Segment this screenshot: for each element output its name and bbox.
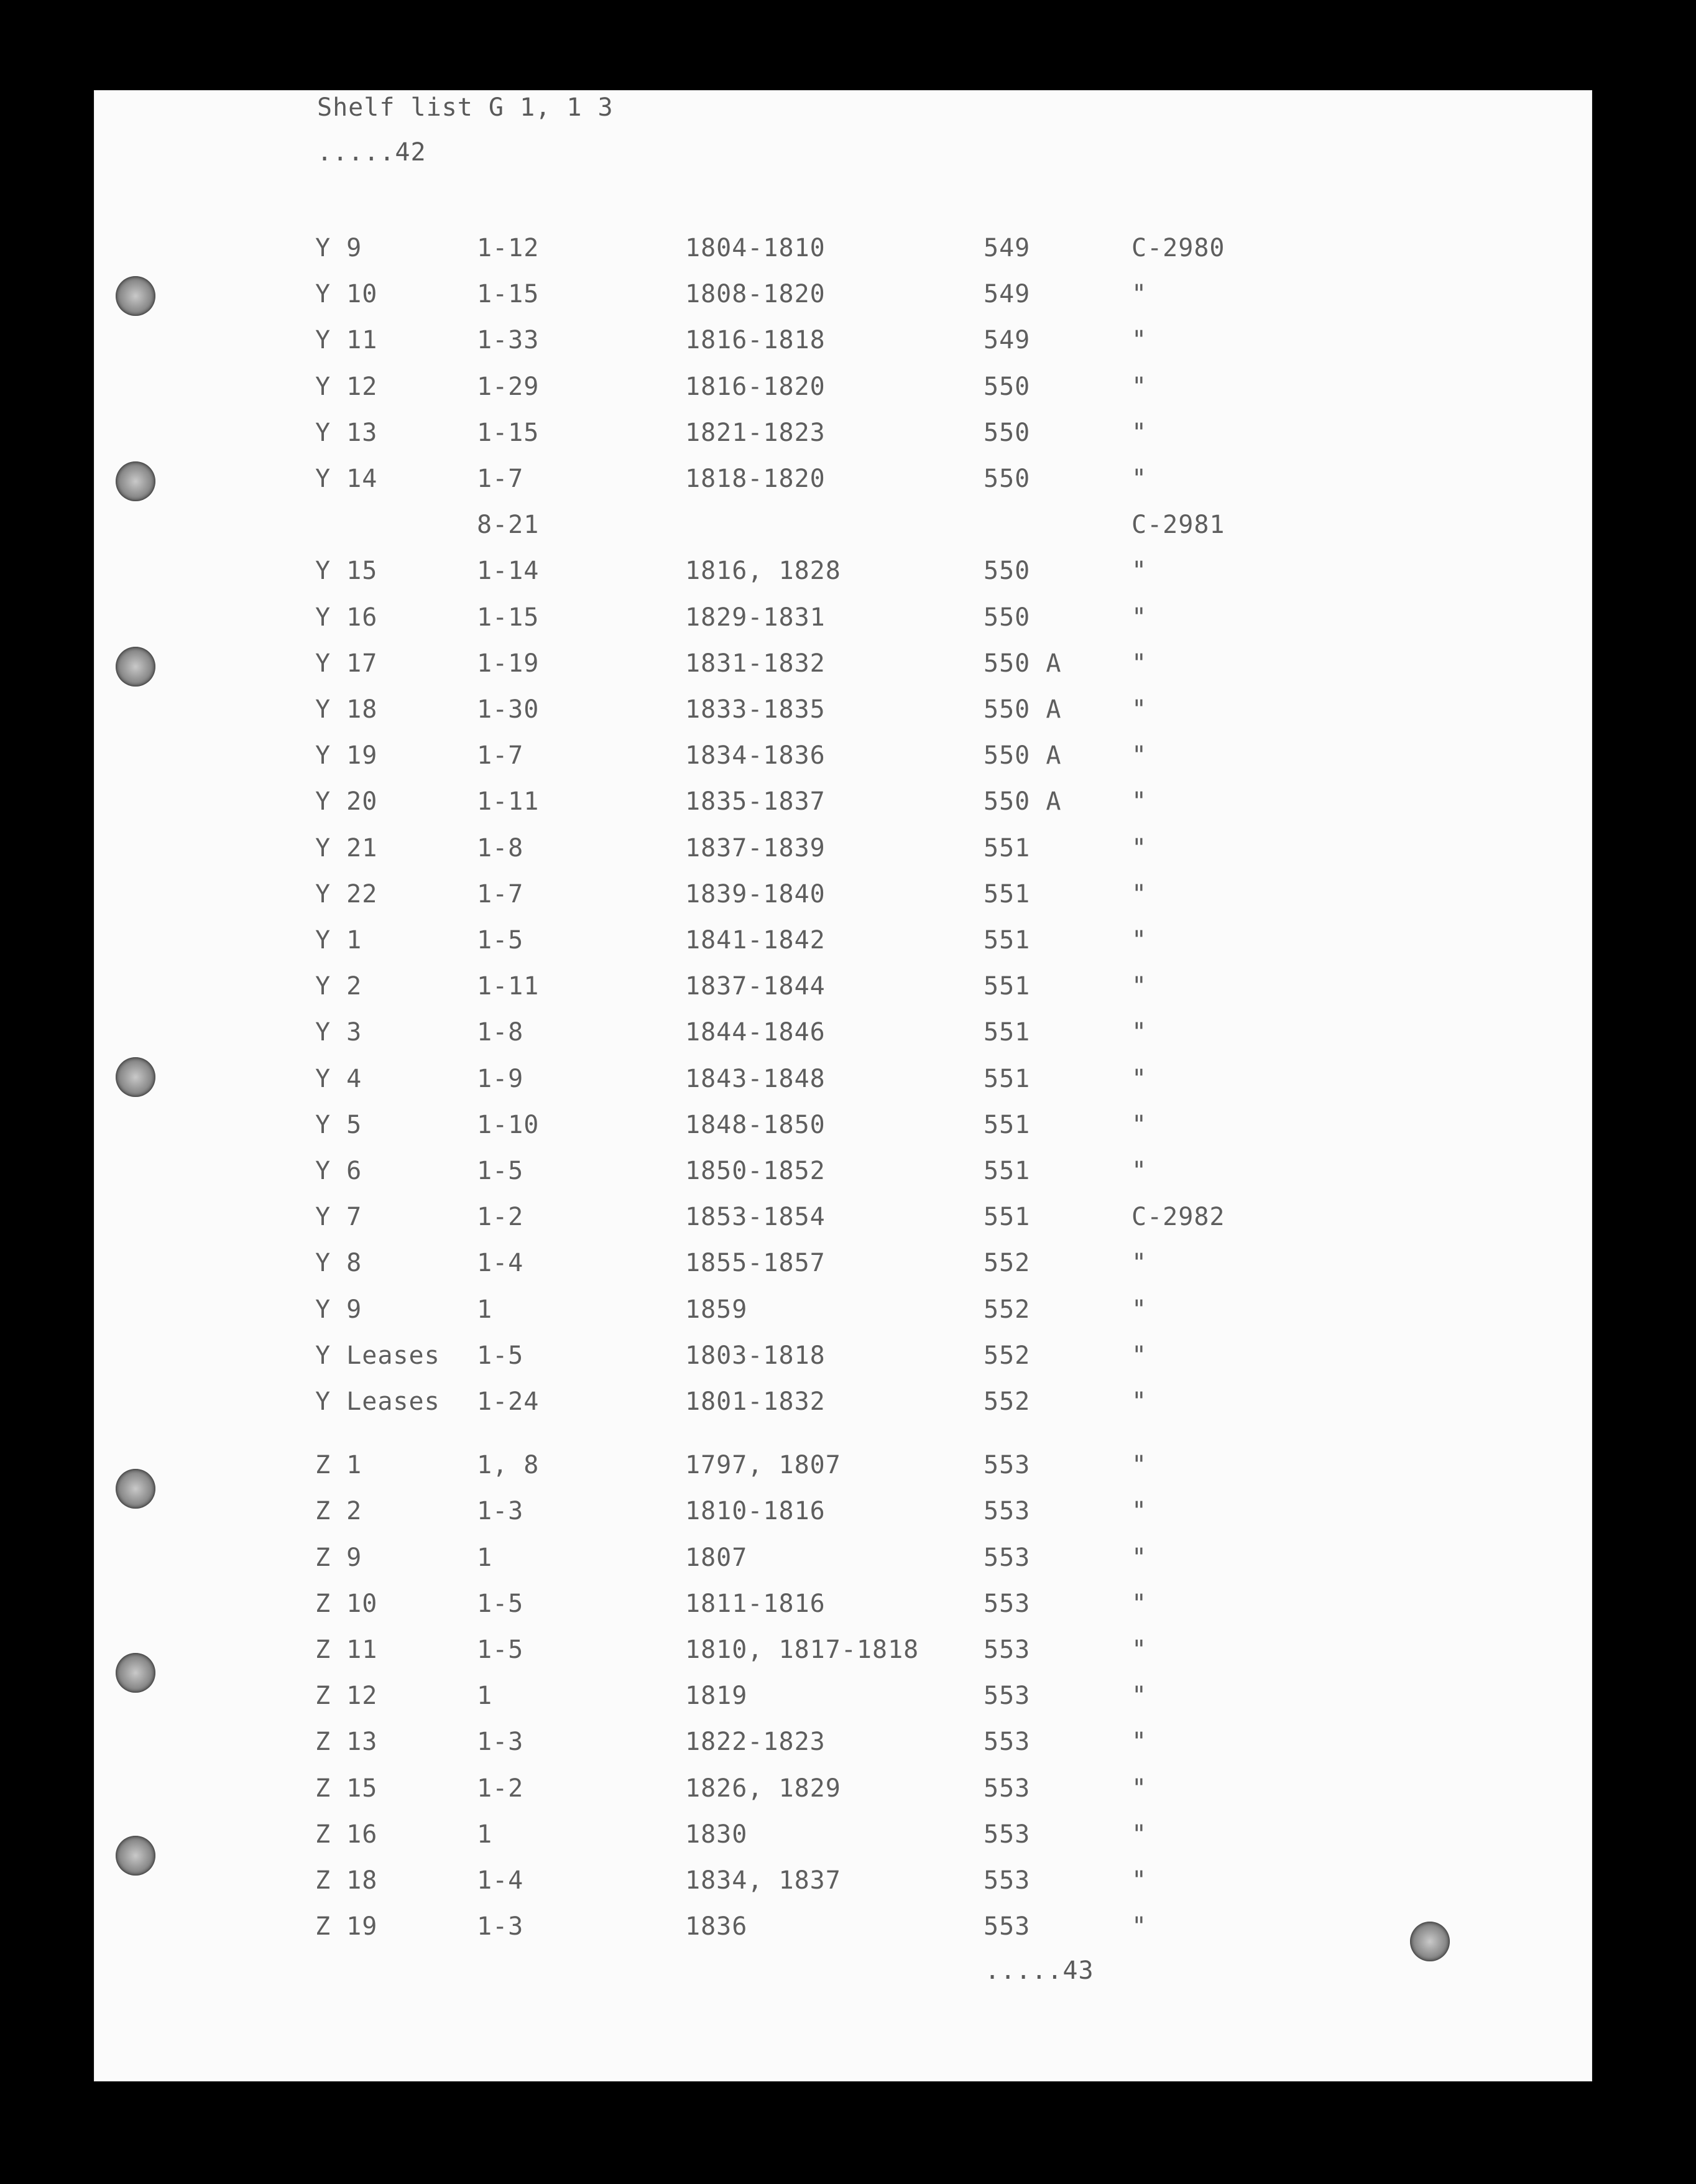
binder-hole bbox=[116, 1653, 155, 1693]
shelf-mark: Y 12 bbox=[315, 372, 378, 401]
box-number: 551 bbox=[984, 1203, 1031, 1231]
date-range: 1819 bbox=[685, 1682, 748, 1710]
reel-ref: " bbox=[1131, 1341, 1148, 1370]
binder-hole bbox=[1410, 1922, 1450, 1961]
item-range: 1-2 bbox=[477, 1774, 524, 1803]
binder-hole bbox=[116, 1057, 155, 1097]
item-range: 1-29 bbox=[477, 372, 540, 401]
date-range: 1822-1823 bbox=[685, 1728, 826, 1756]
reel-ref: " bbox=[1131, 834, 1148, 863]
shelf-mark: Z 16 bbox=[315, 1820, 378, 1849]
reel-ref: " bbox=[1131, 1018, 1148, 1047]
item-range: 1-4 bbox=[477, 1249, 524, 1277]
date-range: 1803-1818 bbox=[685, 1341, 826, 1370]
reel-ref: " bbox=[1131, 372, 1148, 401]
box-number: 553 bbox=[984, 1497, 1031, 1525]
item-range: 1 bbox=[477, 1543, 493, 1572]
box-number: 550 A bbox=[984, 787, 1062, 816]
item-range: 1-8 bbox=[477, 834, 524, 863]
reel-ref: " bbox=[1131, 880, 1148, 909]
reel-ref: " bbox=[1131, 280, 1148, 308]
box-number: 549 bbox=[984, 280, 1031, 308]
shelf-mark: Y 2 bbox=[315, 972, 362, 1001]
date-range: 1850-1852 bbox=[685, 1157, 826, 1185]
item-range: 1-5 bbox=[477, 1636, 524, 1664]
shelf-mark: Y 8 bbox=[315, 1249, 362, 1277]
reel-ref: " bbox=[1131, 603, 1148, 632]
box-number: 552 bbox=[984, 1295, 1031, 1324]
reel-ref: " bbox=[1131, 1589, 1148, 1618]
date-range: 1807 bbox=[685, 1543, 748, 1572]
box-number: 551 bbox=[984, 834, 1031, 863]
shelf-mark: Z 2 bbox=[315, 1497, 362, 1525]
reel-ref: " bbox=[1131, 1636, 1148, 1664]
date-range: 1834, 1837 bbox=[685, 1866, 841, 1895]
shelf-mark: Z 13 bbox=[315, 1728, 378, 1756]
item-range: 1-7 bbox=[477, 465, 524, 493]
item-range: 1-8 bbox=[477, 1018, 524, 1047]
box-number: 553 bbox=[984, 1774, 1031, 1803]
reel-ref: " bbox=[1131, 1774, 1148, 1803]
date-range: 1801-1832 bbox=[685, 1387, 826, 1416]
date-range: 1834-1836 bbox=[685, 741, 826, 770]
reel-ref: " bbox=[1131, 1157, 1148, 1185]
date-range: 1859 bbox=[685, 1295, 748, 1324]
shelf-mark: Y 3 bbox=[315, 1018, 362, 1047]
reel-ref: C-2980 bbox=[1131, 234, 1225, 262]
date-range: 1829-1831 bbox=[685, 603, 826, 632]
date-range: 1818-1820 bbox=[685, 465, 826, 493]
reel-ref: " bbox=[1131, 465, 1148, 493]
item-range: 1, 8 bbox=[477, 1451, 540, 1479]
item-range: 1-9 bbox=[477, 1065, 524, 1093]
box-number: 551 bbox=[984, 880, 1031, 909]
date-range: 1837-1839 bbox=[685, 834, 826, 863]
shelf-mark: Z 9 bbox=[315, 1543, 362, 1572]
item-range: 8-21 bbox=[477, 511, 540, 539]
date-range: 1831-1832 bbox=[685, 649, 826, 678]
box-number: 549 bbox=[984, 234, 1031, 262]
box-number: 550 A bbox=[984, 741, 1062, 770]
reel-ref: C-2981 bbox=[1131, 511, 1225, 539]
date-range: 1816-1820 bbox=[685, 372, 826, 401]
page-title: Shelf list G 1, 1 3 bbox=[317, 93, 614, 122]
shelf-mark: Y 11 bbox=[315, 326, 378, 354]
item-range: 1-30 bbox=[477, 695, 540, 724]
reel-ref: " bbox=[1131, 1682, 1148, 1710]
box-number: 551 bbox=[984, 1157, 1031, 1185]
item-range: 1-24 bbox=[477, 1387, 540, 1416]
item-range: 1-5 bbox=[477, 1341, 524, 1370]
shelf-mark: Y 4 bbox=[315, 1065, 362, 1093]
page-number-prev: .....42 bbox=[317, 138, 426, 167]
reel-ref: " bbox=[1131, 649, 1148, 678]
item-range: 1-5 bbox=[477, 926, 524, 955]
reel-ref: " bbox=[1131, 1820, 1148, 1849]
date-range: 1810, 1817-1818 bbox=[685, 1636, 919, 1664]
shelf-mark: Z 12 bbox=[315, 1682, 378, 1710]
box-number: 552 bbox=[984, 1249, 1031, 1277]
shelf-mark: Y 9 bbox=[315, 234, 362, 262]
box-number: 550 A bbox=[984, 649, 1062, 678]
date-range: 1821-1823 bbox=[685, 419, 826, 447]
item-range: 1 bbox=[477, 1820, 493, 1849]
date-range: 1843-1848 bbox=[685, 1065, 826, 1093]
shelf-mark: Y 20 bbox=[315, 787, 378, 816]
shelf-mark: Y Leases bbox=[315, 1341, 440, 1370]
reel-ref: " bbox=[1131, 419, 1148, 447]
date-range: 1844-1846 bbox=[685, 1018, 826, 1047]
reel-ref: " bbox=[1131, 326, 1148, 354]
box-number: 553 bbox=[984, 1682, 1031, 1710]
item-range: 1-3 bbox=[477, 1728, 524, 1756]
box-number: 552 bbox=[984, 1341, 1031, 1370]
box-number: 551 bbox=[984, 1065, 1031, 1093]
shelf-mark: Y 13 bbox=[315, 419, 378, 447]
shelf-mark: Y 18 bbox=[315, 695, 378, 724]
item-range: 1-11 bbox=[477, 787, 540, 816]
item-range: 1-14 bbox=[477, 557, 540, 585]
reel-ref: " bbox=[1131, 1111, 1148, 1139]
box-number: 553 bbox=[984, 1820, 1031, 1849]
date-range: 1848-1850 bbox=[685, 1111, 826, 1139]
item-range: 1-12 bbox=[477, 234, 540, 262]
shelf-mark: Y 7 bbox=[315, 1203, 362, 1231]
binder-hole bbox=[116, 1836, 155, 1876]
reel-ref: " bbox=[1131, 1866, 1148, 1895]
box-number: 553 bbox=[984, 1451, 1031, 1479]
box-number: 549 bbox=[984, 326, 1031, 354]
box-number: 550 bbox=[984, 557, 1031, 585]
date-range: 1816-1818 bbox=[685, 326, 826, 354]
shelf-mark: Y 17 bbox=[315, 649, 378, 678]
box-number: 551 bbox=[984, 1111, 1031, 1139]
shelf-mark: Y 16 bbox=[315, 603, 378, 632]
box-number: 550 bbox=[984, 465, 1031, 493]
date-range: 1833-1835 bbox=[685, 695, 826, 724]
reel-ref: " bbox=[1131, 1728, 1148, 1756]
reel-ref: " bbox=[1131, 787, 1148, 816]
item-range: 1-7 bbox=[477, 741, 524, 770]
box-number: 551 bbox=[984, 1018, 1031, 1047]
date-range: 1797, 1807 bbox=[685, 1451, 841, 1479]
item-range: 1-19 bbox=[477, 649, 540, 678]
shelf-mark: Z 11 bbox=[315, 1636, 378, 1664]
shelf-mark: Z 19 bbox=[315, 1912, 378, 1941]
box-number: 550 bbox=[984, 603, 1031, 632]
reel-ref: " bbox=[1131, 1249, 1148, 1277]
item-range: 1-4 bbox=[477, 1866, 524, 1895]
date-range: 1837-1844 bbox=[685, 972, 826, 1001]
box-number: 550 A bbox=[984, 695, 1062, 724]
reel-ref: " bbox=[1131, 695, 1148, 724]
reel-ref: " bbox=[1131, 1295, 1148, 1324]
shelf-mark: Y 9 bbox=[315, 1295, 362, 1324]
shelf-mark: Y 1 bbox=[315, 926, 362, 955]
binder-hole bbox=[116, 647, 155, 687]
item-range: 1-10 bbox=[477, 1111, 540, 1139]
binder-hole bbox=[116, 461, 155, 501]
box-number: 553 bbox=[984, 1589, 1031, 1618]
reel-ref: " bbox=[1131, 1387, 1148, 1416]
shelf-mark: Y 14 bbox=[315, 465, 378, 493]
item-range: 1-15 bbox=[477, 603, 540, 632]
document-page bbox=[94, 91, 1592, 2081]
shelf-mark: Y 10 bbox=[315, 280, 378, 308]
date-range: 1804-1810 bbox=[685, 234, 826, 262]
box-number: 550 bbox=[984, 372, 1031, 401]
date-range: 1836 bbox=[685, 1912, 748, 1941]
item-range: 1-15 bbox=[477, 419, 540, 447]
box-number: 551 bbox=[984, 926, 1031, 955]
box-number: 553 bbox=[984, 1912, 1031, 1941]
shelf-mark: Y 21 bbox=[315, 834, 378, 863]
date-range: 1830 bbox=[685, 1820, 748, 1849]
item-range: 1 bbox=[477, 1295, 493, 1324]
box-number: 552 bbox=[984, 1387, 1031, 1416]
reel-ref: C-2982 bbox=[1131, 1203, 1225, 1231]
date-range: 1808-1820 bbox=[685, 280, 826, 308]
item-range: 1-33 bbox=[477, 326, 540, 354]
item-range: 1-3 bbox=[477, 1497, 524, 1525]
reel-ref: " bbox=[1131, 1065, 1148, 1093]
shelf-mark: Z 15 bbox=[315, 1774, 378, 1803]
shelf-mark: Z 18 bbox=[315, 1866, 378, 1895]
box-number: 553 bbox=[984, 1543, 1031, 1572]
item-range: 1-15 bbox=[477, 280, 540, 308]
box-number: 550 bbox=[984, 419, 1031, 447]
shelf-mark: Y 5 bbox=[315, 1111, 362, 1139]
shelf-mark: Y 19 bbox=[315, 741, 378, 770]
item-range: 1-3 bbox=[477, 1912, 524, 1941]
shelf-mark: Y 6 bbox=[315, 1157, 362, 1185]
date-range: 1835-1837 bbox=[685, 787, 826, 816]
shelf-mark: Z 10 bbox=[315, 1589, 378, 1618]
date-range: 1841-1842 bbox=[685, 926, 826, 955]
binder-hole bbox=[116, 1469, 155, 1509]
item-range: 1 bbox=[477, 1682, 493, 1710]
shelf-mark: Y Leases bbox=[315, 1387, 440, 1416]
continuation-marker: .....43 bbox=[985, 1956, 1094, 1985]
date-range: 1816, 1828 bbox=[685, 557, 841, 585]
reel-ref: " bbox=[1131, 1543, 1148, 1572]
binder-hole bbox=[116, 276, 155, 316]
item-range: 1-5 bbox=[477, 1157, 524, 1185]
box-number: 553 bbox=[984, 1728, 1031, 1756]
shelf-mark: Y 22 bbox=[315, 880, 378, 909]
reel-ref: " bbox=[1131, 1497, 1148, 1525]
reel-ref: " bbox=[1131, 972, 1148, 1001]
reel-ref: " bbox=[1131, 1451, 1148, 1479]
box-number: 553 bbox=[984, 1636, 1031, 1664]
reel-ref: " bbox=[1131, 741, 1148, 770]
box-number: 553 bbox=[984, 1866, 1031, 1895]
shelf-mark: Y 15 bbox=[315, 557, 378, 585]
item-range: 1-11 bbox=[477, 972, 540, 1001]
date-range: 1839-1840 bbox=[685, 880, 826, 909]
reel-ref: " bbox=[1131, 926, 1148, 955]
date-range: 1810-1816 bbox=[685, 1497, 826, 1525]
reel-ref: " bbox=[1131, 1912, 1148, 1941]
date-range: 1855-1857 bbox=[685, 1249, 826, 1277]
box-number: 551 bbox=[984, 972, 1031, 1001]
date-range: 1826, 1829 bbox=[685, 1774, 841, 1803]
item-range: 1-2 bbox=[477, 1203, 524, 1231]
item-range: 1-7 bbox=[477, 880, 524, 909]
date-range: 1853-1854 bbox=[685, 1203, 826, 1231]
reel-ref: " bbox=[1131, 557, 1148, 585]
shelf-mark: Z 1 bbox=[315, 1451, 362, 1479]
item-range: 1-5 bbox=[477, 1589, 524, 1618]
date-range: 1811-1816 bbox=[685, 1589, 826, 1618]
